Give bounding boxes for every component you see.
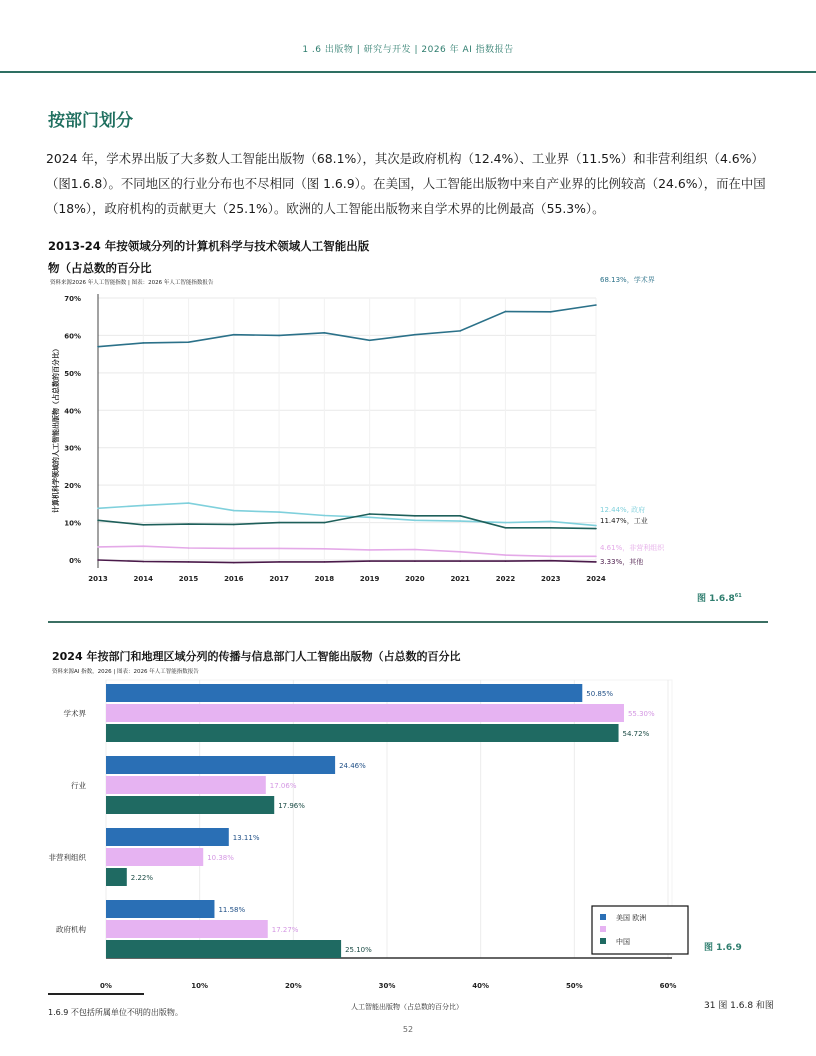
bar (106, 920, 268, 938)
data-point (324, 515, 326, 517)
bar-value-label: 25.10% (345, 946, 372, 954)
legend-swatch (600, 926, 606, 932)
y-axis-label: 计算机科学领域的人工智能出版物（占总数的百分比） (52, 345, 60, 513)
data-point (369, 560, 371, 562)
bar (106, 940, 341, 958)
bar (106, 756, 335, 774)
category-label: 非营利组织 (48, 853, 86, 862)
footnote-rule (48, 993, 144, 995)
data-point (278, 548, 280, 550)
data-point (550, 527, 552, 529)
figure2-title: 2024 年按部门和地理区域分列的传播与信息部门人工智能出版物（占总数的百分比 (52, 650, 461, 663)
legend-swatch (600, 914, 606, 920)
data-point (278, 561, 280, 563)
x-tick-label: 2013 (88, 575, 108, 583)
series-end-label: 3.33%，其他 (600, 558, 644, 566)
data-point (188, 341, 190, 343)
data-point (595, 561, 597, 563)
data-point (459, 520, 461, 522)
data-point (97, 520, 99, 522)
bar (106, 704, 624, 722)
x-tick-label: 2017 (269, 575, 289, 583)
data-point (97, 546, 99, 548)
x-tick-label: 2020 (405, 575, 425, 583)
data-point (505, 522, 507, 524)
bar (106, 724, 619, 742)
section-divider (48, 621, 768, 623)
series-end-label: 68.13%，学术界 (600, 276, 655, 284)
series-line (98, 546, 596, 556)
bar-value-label: 24.46% (339, 762, 366, 770)
x-tick-label: 2019 (359, 575, 380, 583)
category-label: 政府机构 (56, 925, 86, 934)
series-end-label: 4.61%，非营利组织 (600, 544, 665, 552)
line-chart (46, 272, 766, 602)
legend-swatch (600, 938, 606, 944)
data-point (97, 559, 99, 561)
figure1-title: 2013-24 年按领域分列的计算机科学与技术领域人工智能出版物（占总数的百分比 (48, 239, 370, 275)
data-point (550, 521, 552, 523)
footnote: 1.6.9 不包括所属单位不明的出版物。 (48, 1008, 183, 1017)
data-point (233, 334, 235, 336)
bar-value-label: 11.58% (218, 906, 246, 914)
figure1-label (697, 591, 742, 604)
figure1-label-text: 图 1.6.8 (697, 594, 735, 604)
data-point (233, 524, 235, 526)
x-tick-label: 2024 (586, 575, 606, 583)
data-point (369, 549, 371, 551)
y-tick-label: 40% (64, 407, 81, 416)
side-note: 31 图 1.6.8 和图 (704, 1001, 774, 1011)
data-point (142, 524, 144, 526)
data-point (505, 527, 507, 529)
x-axis-label: 人工智能出版物（占总数的百分比） (351, 1003, 463, 1011)
data-point (142, 561, 144, 563)
bar-value-label: 54.72% (622, 730, 650, 738)
data-point (142, 505, 144, 507)
data-point (595, 555, 597, 557)
x-tick-label: 2016 (224, 575, 244, 583)
data-point (324, 522, 326, 524)
y-tick-label: 60% (64, 332, 81, 341)
x-tick-label: 50% (565, 982, 583, 990)
data-point (459, 551, 461, 553)
figure2-label: 图 1.6.9 (704, 943, 742, 953)
bar-value-label: 2.22% (130, 874, 154, 882)
data-point (369, 339, 371, 341)
x-tick-label: 10% (191, 982, 209, 990)
data-point (414, 549, 416, 551)
x-tick-label: 2023 (540, 575, 561, 583)
data-point (414, 560, 416, 562)
y-tick-label: 70% (64, 295, 81, 303)
figure1-source: 资料来源2026 年人工智能指数 | 图表：2026 年人工智能指数报告 (50, 280, 214, 286)
data-point (188, 502, 190, 504)
bar (106, 900, 214, 918)
data-point (550, 311, 552, 313)
bar-chart (46, 676, 736, 1016)
data-point (505, 311, 507, 313)
data-point (459, 330, 461, 332)
bar (106, 776, 266, 794)
x-tick-label: 40% (472, 982, 490, 990)
data-point (324, 332, 326, 334)
series-end-label: 12.44%, 政府 (600, 506, 646, 514)
bar (106, 684, 582, 702)
x-tick-label: 2018 (314, 575, 335, 583)
bar (106, 796, 274, 814)
x-tick-label: 2022 (495, 575, 516, 583)
bar-value-label: 55.30% (627, 710, 655, 718)
bar-value-label: 13.11% (232, 834, 260, 842)
data-point (188, 547, 190, 549)
bar (106, 828, 229, 846)
data-point (550, 555, 552, 557)
data-point (188, 561, 190, 563)
bar-value-label: 50.85% (586, 690, 613, 698)
x-tick-label: 2014 (133, 575, 154, 583)
data-point (595, 304, 597, 306)
data-point (324, 561, 326, 563)
data-point (188, 523, 190, 525)
data-point (233, 548, 235, 550)
data-point (324, 548, 326, 550)
data-point (142, 545, 144, 547)
page-number: 52 (402, 1025, 414, 1034)
bar-value-label: 17.06% (269, 782, 297, 790)
data-point (369, 513, 371, 515)
data-point (97, 508, 99, 510)
x-tick-label: 20% (284, 982, 302, 990)
data-point (97, 346, 99, 348)
bar-value-label: 17.27% (271, 926, 299, 934)
figure1-label-sup: 61 (734, 593, 742, 599)
y-tick-label: 20% (64, 482, 81, 491)
x-tick-label: 0% (100, 982, 112, 990)
data-point (278, 335, 280, 337)
x-tick-label: 2021 (450, 575, 470, 583)
legend-label: 美国 欧洲 (616, 914, 647, 922)
legend-label: 中国 (616, 938, 630, 946)
data-point (414, 334, 416, 336)
bar (106, 868, 127, 886)
data-point (459, 560, 461, 562)
bar (106, 848, 203, 866)
data-point (595, 528, 597, 530)
bar-value-label: 17.96% (278, 802, 305, 810)
series-line (98, 305, 596, 347)
y-tick-label: 10% (64, 519, 81, 528)
figure2-source: 资料来源AI 指数，2026 | 图表：2026 年人工智能指数报告 (52, 669, 199, 675)
section-heading: 按部门划分 (48, 111, 133, 131)
data-point (505, 560, 507, 562)
y-tick-label: 0% (69, 557, 81, 565)
data-point (595, 525, 597, 527)
x-tick-label: 60% (659, 982, 677, 990)
data-point (233, 510, 235, 512)
data-point (414, 520, 416, 522)
data-point (505, 554, 507, 556)
data-point (369, 517, 371, 519)
bar-value-label: 10.38% (207, 854, 234, 862)
y-tick-label: 30% (64, 444, 81, 453)
body-paragraph: 2024 年，学术界出版了大多数人工智能出版物（68.1%），其次是政府机构（12.4%）、工业界（11.5%）和非营利组织（4.6%）（图1.6.8）。不同地区的行业分布也不尽相同（图 1.6.9）。在美国，人工智能出版物中来自产业界的比例较高（24.6%），而在中国（18%），政府机构的贡献更大（25.1%）。欧洲的人工智能出版物来自学术界的比例最高（55.3%）。 (46, 151, 766, 216)
category-label: 学术界 (63, 709, 86, 718)
data-point (278, 522, 280, 524)
data-point (142, 342, 144, 344)
series-end-label: 11.47%，工业 (600, 517, 648, 525)
running-header: 1 .6 出版物 | 研究与开发 | 2026 年 AI 指数报告 (302, 45, 514, 55)
data-point (459, 515, 461, 517)
x-tick-label: 30% (378, 982, 396, 990)
data-point (550, 560, 552, 562)
category-label: 行业 (71, 781, 86, 790)
y-tick-label: 50% (64, 369, 81, 378)
header-rule (0, 71, 816, 73)
data-point (278, 511, 280, 513)
data-point (233, 562, 235, 564)
x-tick-label: 2015 (178, 575, 199, 583)
data-point (414, 515, 416, 517)
